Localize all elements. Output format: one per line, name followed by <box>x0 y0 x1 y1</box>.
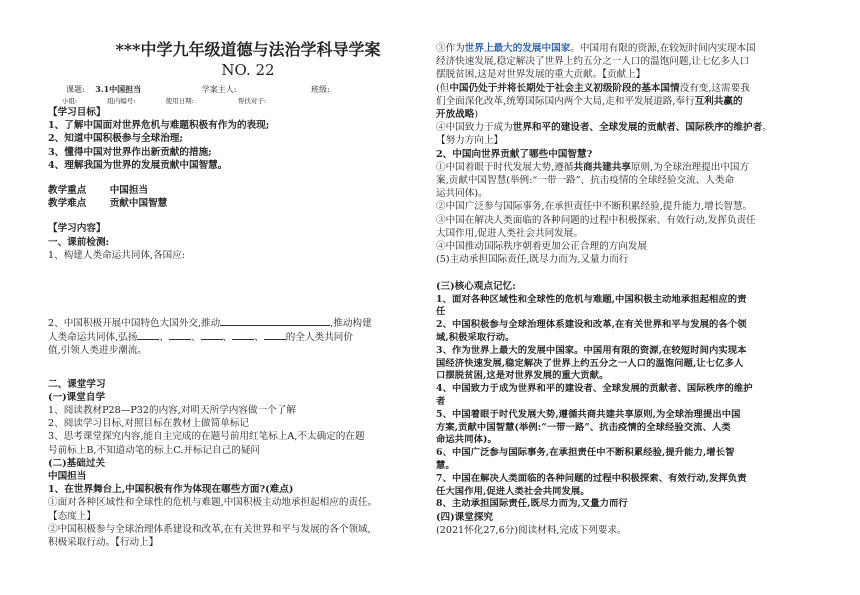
wisdom-4: ④中国推动国际秩序朝着更加公正合理的方向发展 <box>436 241 648 253</box>
difficulty-value: 贡献中国智慧 <box>109 198 168 210</box>
note-line2 <box>436 95 840 108</box>
w1-pre: ①中国着眼于时代发展大势,遵循 <box>436 161 574 173</box>
note-l3: 开放战略 <box>436 109 475 121</box>
a4-highlight: 世界和平的建设者、全球发展的贡献者、国际秩序的维护者 <box>512 122 763 134</box>
w1-rest: 原则,为全球治理提出中国方 <box>630 161 750 173</box>
answer-2-line2 <box>48 536 448 549</box>
key-point-line: 5、中国着眼于时代发展大势,遵循共商共建共享原则,为全球治理提出中国 <box>436 408 741 420</box>
key-point-line: 8、主动承担国际责任,既尽力而为,又量力而行 <box>436 498 628 510</box>
note-l2b: 互利共赢的 <box>694 95 743 107</box>
key-point-line: 4、中国致力于成为世界和平的建设者、全球发展的贡献者、国际秩序的维护 <box>436 383 753 395</box>
wisdom-1-line3: 运共同体)。 <box>436 188 488 200</box>
key-point-line: 方案,贡献中国智慧(举例:“一带一路”、抗击疫情的全球经验交流、人类 <box>436 421 731 433</box>
goals-heading: 【学习目标】 <box>48 107 106 118</box>
note-line3 <box>436 108 840 121</box>
q2-text-d: 的全人类共同价 <box>285 332 353 344</box>
a3-highlight: 世界上最大的发展中国家 <box>464 43 571 54</box>
a4-end: 。 <box>762 122 772 134</box>
pre-test-q1: 1、构建人类命运共同体,各国应: <box>48 249 186 261</box>
wisdom-3-line1: ③中国在解决人类面临的各种问题的过程中积极探索、有效行动,发挥负责任 <box>436 214 756 226</box>
self-study-item: 1、阅读教材P28—P32的内容,对明天所学内容做一个了解 <box>48 405 296 417</box>
question-2: 2、中国向世界贡献了哪些中国智慧? <box>436 148 593 160</box>
key-point-line: 任 <box>436 306 446 318</box>
key-point-line: 任大国作用,促进人类社会共同发展。 <box>436 485 590 497</box>
date-label: 使用日期: <box>165 97 194 105</box>
wisdom-3-line2: 大国作用,促进人类社会共同发展。 <box>436 227 583 239</box>
a4-pre: ④中国致力于成为 <box>436 122 513 134</box>
group-label: 小组: <box>62 97 78 105</box>
note-highlight: 中国仍处于并将长期处于社会主义初级阶段的基本国情 <box>449 82 680 94</box>
answer-4 <box>436 121 840 134</box>
wisdom-5: (5)主动承担国际责任,既尽力而为,又量力而行 <box>436 254 629 266</box>
key-point-line: 者 <box>436 396 446 408</box>
helper-label: 帮扶对子: <box>237 97 267 105</box>
basic-heading: (二)基础过关 <box>48 457 106 469</box>
note-l2a: 们全面深化改革,统筹国际国内两个大局,走和平发展道路,奉行 <box>436 95 695 107</box>
document-title: ***中学九年级道德与法治学科导学案 <box>115 40 381 59</box>
wisdom-1-line2: 案,贡献中国智慧(举例:“一带一路”、抗击疫情的全球经验交流、人类命 <box>436 175 735 187</box>
answer-2-text: 积极采取行动。 <box>48 537 116 549</box>
key-point-line: 3、作为世界上最大的发展中国家。中国用有限的资源,在较短时间内实现本 <box>436 344 747 356</box>
pre-test-heading: 一、课前检测: <box>48 236 110 248</box>
note-pre: (但 <box>436 82 450 94</box>
author-label: 学案主人: <box>201 85 237 94</box>
right-column <box>436 0 840 538</box>
answer-3-line3 <box>436 68 840 81</box>
lesson-name: 3.1中国担当 <box>95 84 142 94</box>
q2-text-b: ,推动构建 <box>330 318 372 330</box>
key-point-line: 2、中国积极参与全球治理体系建设和改革,在有关世界和平与发展的各个领 <box>436 319 747 331</box>
answer-4-tag: 【努力方向上】 <box>436 135 504 147</box>
self-study-item: 2、阅读学习目标,对照目标在教材上做简单标记 <box>48 418 250 430</box>
blank-line[interactable] <box>232 330 254 340</box>
difficulty-label: 教学难点 <box>48 198 87 210</box>
self-study-item: 3、思考课堂探究内容,能自主完成的在题号前用红笔标上A,不太确定的在题 <box>48 431 365 443</box>
key-point-line: 国经济快速发展,稳定解决了世界上约五分之一人口的温饱问题,让七亿多人 <box>436 357 744 369</box>
blank-line[interactable] <box>264 330 286 340</box>
difficulty-row <box>48 197 448 210</box>
answer-2-tag: 【行动上】 <box>115 537 159 549</box>
q2-text-a: 2、中国积极开展中国特色大国外交,推动 <box>48 318 221 330</box>
key-point-line: 6、中国广泛参与国际事务,在承担责任中不断积累经验,提升能力,增长智 <box>436 447 735 459</box>
explore-heading: (四)课堂探究 <box>436 512 494 524</box>
explore-line: (2021怀化27,6分)阅读材料,完成下列要求。 <box>436 525 627 537</box>
group-number-label: 组内编号: <box>107 97 136 105</box>
key-point-label: 教学重点 <box>48 185 87 197</box>
content-heading: 【学习内容】 <box>48 223 106 235</box>
answer-1-tag: 【态度上】 <box>48 510 96 522</box>
class-study-heading: 二、课堂学习 <box>48 378 106 390</box>
meta-line <box>48 83 448 96</box>
goal-item: 4、理解我国为世界的发展贡献中国智慧。 <box>48 159 228 171</box>
self-study-heading: (一)课堂自学 <box>48 391 106 403</box>
blank-line[interactable] <box>137 330 159 340</box>
key-points-heading: (三)核心观点记忆: <box>436 281 516 293</box>
answer-1: ①面对各种区域性和全球性的危机与难题,中国积极主动地承担起相应的责任。 <box>48 497 378 509</box>
key-point-line: 口摆脱贫困,这是对世界发展的重大贡献。 <box>436 370 609 382</box>
pre-test-q2-line3: 值,引领人类进步潮流。 <box>48 345 147 357</box>
document-number: NO. 22 <box>221 61 275 79</box>
class-label: 班级: <box>310 85 330 94</box>
blank-line[interactable] <box>220 316 330 326</box>
a3-l3: 摆脱贫困,这是对世界发展的重大贡献。 <box>436 69 603 81</box>
w1-highlight: 共商共建共享 <box>573 161 631 173</box>
self-study-item: 号前标上B,不知道动笔的标上C.并标记自己的疑问 <box>48 444 261 456</box>
wisdom-1-line1 <box>436 161 840 174</box>
key-point-row <box>48 184 448 197</box>
question-world-stage: 1、在世界舞台上,中国积极有作为体现在哪些方面?(难点) <box>48 484 294 496</box>
answer-3-line1 <box>436 42 840 55</box>
sub-meta-line <box>48 96 448 106</box>
a3-rest: 。中国用有限的资源,在较短时间内实现本国 <box>570 43 756 54</box>
blank-line[interactable] <box>201 330 223 340</box>
key-point-line: 7、中国在解决人类面临的各种问题的过程中积极探索、有效行动,发挥负责 <box>436 472 747 484</box>
topic-title: 中国担当 <box>48 471 87 483</box>
answer-2-line1: ②中国积极参与全球治理体系建设和改革,在有关世界和平与发展的各个领域, <box>48 523 371 535</box>
lesson-label: 课题: <box>66 85 85 94</box>
q2-text-c: 人类命运共同体,弘扬 <box>48 332 138 344</box>
goal-item: 2、知道中国积极参与全球治理; <box>48 133 183 145</box>
goal-item: 3、懂得中国对世界作出新贡献的措施; <box>48 146 212 158</box>
goal-item: 1、了解中国面对世界危机与难题积极有作为的表现; <box>48 120 270 132</box>
blank-line[interactable] <box>169 330 191 340</box>
a3-tag: 【贡献上】 <box>602 69 646 81</box>
pre-test-q2-line2: 人类命运共同体,弘扬 、 、 、 、 的全人类共同价 <box>48 332 353 344</box>
note-line1 <box>436 82 840 95</box>
key-point-line: 1、面对各种区域性和全球性的危机与难题,中国积极主动地承担起相应的责 <box>436 293 747 305</box>
wisdom-2: ②中国广泛参与国际事务,在承担责任中不断积累经验,提升能力,增长智慧。 <box>436 201 753 213</box>
key-point-value: 中国担当 <box>109 185 149 197</box>
note-rest: 没有变,这需要我 <box>679 82 750 94</box>
a3-pre: ③作为 <box>436 43 465 54</box>
answer-3-line2: 经济快速发展,稳定解决了世界上约五分之一人口的温饱问题,让七亿多人口 <box>436 56 750 68</box>
left-column <box>48 0 448 549</box>
pre-test-q2-line1 <box>48 316 448 330</box>
key-point-line: 命运共同体)。 <box>436 434 497 446</box>
note-l3c: ) <box>474 109 479 121</box>
key-point-line: 域,积极采取行动。 <box>436 332 515 344</box>
key-point-line: 慧。 <box>436 460 455 472</box>
